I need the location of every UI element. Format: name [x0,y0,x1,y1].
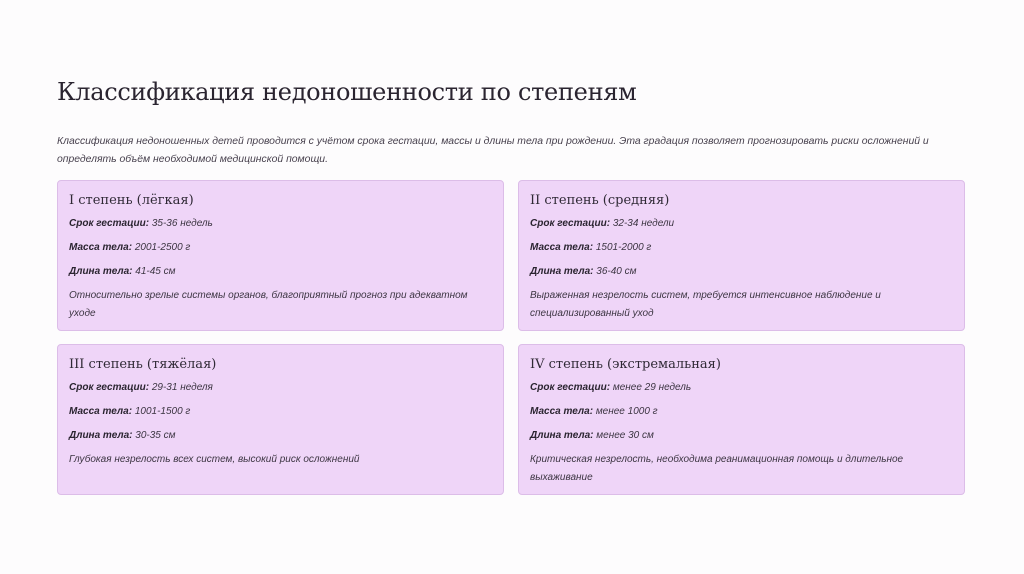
mass-label: Масса тела: [530,242,594,253]
length-value: менее 30 см [593,430,654,441]
length-value: 41-45 см [132,266,176,277]
card-degree-2 [518,180,965,331]
card-degree-1 [57,180,504,331]
mass-row [530,239,952,257]
mass-row [69,239,491,257]
length-row [69,427,491,445]
card-title: IV степень (экстремальная) [530,357,721,372]
length-value: 36-40 см [593,266,637,277]
gestation-row [530,215,952,233]
gestation-value: 32-34 недели [610,218,675,229]
mass-label: Масса тела: [69,242,133,253]
mass-label: Масса тела: [69,406,133,417]
mass-value: 2001-2500 г [132,242,191,253]
page-title: Классификация недоношенности по степеням [57,78,637,106]
gestation-value: менее 29 недель [610,382,692,393]
card-description: Критическая незрелость, необходима реанимационная помощь и длительное выхаживание [530,454,904,483]
mass-value: менее 1000 г [593,406,658,417]
length-label: Длина тела: [69,266,133,277]
card-degree-3 [57,344,504,495]
card-description: Выраженная незрелость систем, требуется интенсивное наблюдение и специализированный уход [530,290,881,319]
card-degree-4 [518,344,965,495]
mass-label: Масса тела: [530,406,594,417]
gestation-row [69,379,491,397]
mass-row [530,403,952,421]
card-title: I степень (лёгкая) [69,193,194,208]
length-row [530,427,952,445]
gestation-row [69,215,491,233]
card-description: Глубокая незрелость всех систем, высокий риск осложнений [69,454,360,465]
gestation-label: Срок гестации: [69,382,150,393]
length-label: Длина тела: [530,266,594,277]
gestation-value: 29-31 неделя [149,382,213,393]
mass-value: 1501-2000 г [593,242,652,253]
length-label: Длина тела: [530,430,594,441]
card-description: Относительно зрелые системы органов, благоприятный прогноз при адекватном уходе [69,290,468,319]
card-title: II степень (средняя) [530,193,670,208]
gestation-label: Срок гестации: [530,218,611,229]
gestation-row [530,379,952,397]
mass-row [69,403,491,421]
gestation-label: Срок гестации: [530,382,611,393]
intro-text: Классификация недоношенных детей проводится с учётом срока гестации, массы и длины тела при рождении. Эта градация позволяет прогнозировать риски осложнений и определять объём необходимой медицинской помощи. [57,136,929,165]
length-row [530,263,952,281]
card-title: III степень (тяжёлая) [69,357,217,372]
gestation-label: Срок гестации: [69,218,150,229]
length-row [69,263,491,281]
mass-value: 1001-1500 г [132,406,191,417]
gestation-value: 35-36 недель [149,218,213,229]
length-value: 30-35 см [132,430,176,441]
length-label: Длина тела: [69,430,133,441]
